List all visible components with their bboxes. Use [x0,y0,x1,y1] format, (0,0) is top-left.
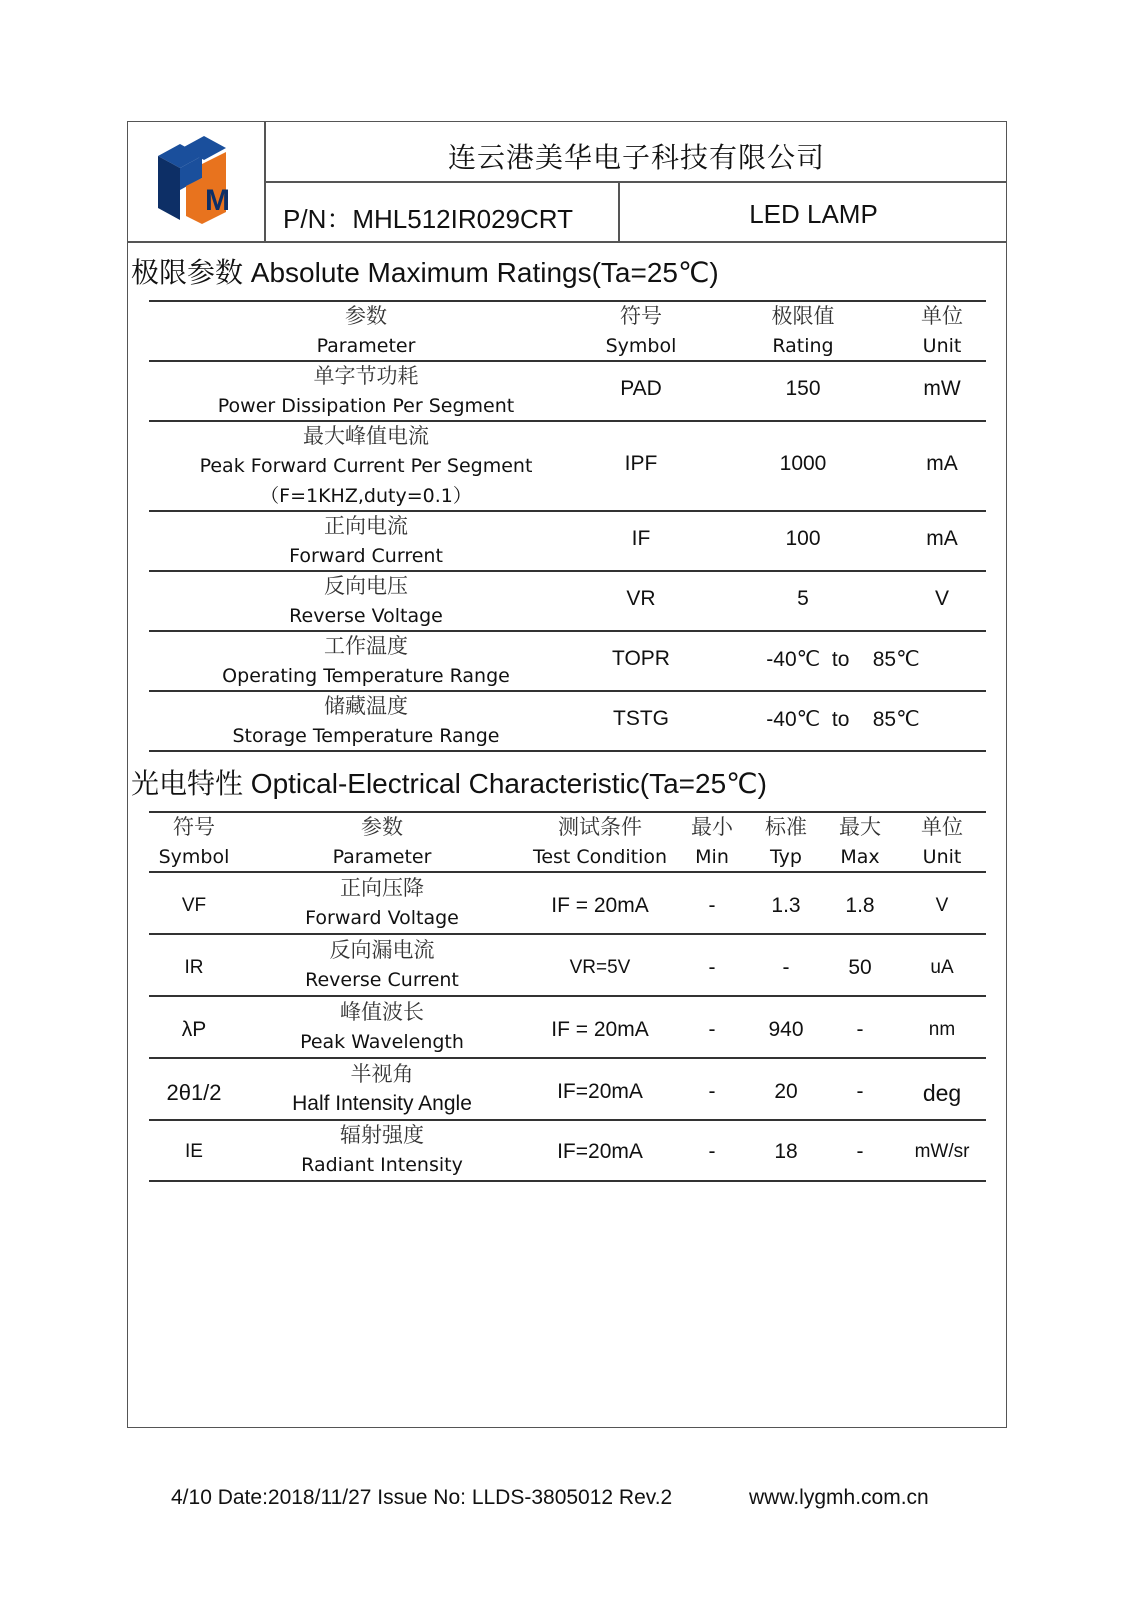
amr-param-cell: 单字节功耗 Power Dissipation Per Segment [217,364,515,417]
amr-symbol-cell: IPF [624,452,658,475]
amr-symbol-cell: TOPR [612,647,670,670]
amr-table-bottom-rule [149,750,986,752]
amr-unit-cell: mA [926,527,958,550]
amr-param-cell: 工作温度 Operating Temperature Range [222,634,510,687]
oec-unit-cell: nm [928,1019,956,1040]
amr-param-cell: 反向电压 Reverse Voltage [289,574,443,627]
oec-min-cell: - [708,1140,716,1163]
amr-symbol-cell: VR [626,587,656,610]
oec-unit-cell: deg [922,1080,962,1106]
oec-symbol-cell: λP [181,1018,207,1041]
company-logo-icon [150,134,234,228]
oec-param-cell: 辐射强度 Radiant Intensity [301,1123,463,1176]
amr-symbol-cell: PAD [620,377,662,400]
oec-symbol-cell: IE [185,1141,203,1162]
oec-typ-cell: 1.3 [771,894,801,917]
amr-header-rating: 极限值 Rating [771,304,835,357]
oec-header-unit: 单位 Unit [921,815,963,868]
amr-header-unit: 单位 Unit [921,304,963,357]
amr-unit-cell: mA [926,452,958,475]
amr-rating-cell: 150 [785,377,821,400]
oec-symbol-cell: 2θ1/2 [166,1080,222,1105]
amr-rating-cell: 5 [797,587,809,610]
oec-min-cell: - [708,1018,716,1041]
oec-typ-cell: 18 [774,1140,798,1163]
oec-max-cell: - [856,1018,864,1041]
oec-section-title [131,762,767,802]
oec-unit-cell: uA [930,957,954,978]
amr-title-zh: 极限参数 [131,256,244,289]
oec-symbol-cell: VF [181,895,207,916]
oec-param-cell: 反向漏电流 Reverse Current [305,938,459,991]
oec-typ-cell: 940 [768,1018,804,1041]
footer-doc-info: 4/10 Date:2018/11/27 Issue No: LLDS-3805012 Rev.2 [171,1486,673,1509]
svg-text:M: M [205,184,230,217]
oec-header-typ: 标准 Typ [765,815,807,868]
oec-header-max: 最大 Max [839,815,881,868]
oec-header-min: 最小 Min [691,815,733,868]
company-name: 连云港美华电子科技有限公司 [447,141,825,174]
oec-typ-cell: - [782,956,790,979]
amr-param-cell: 正向电流 Forward Current [289,514,443,567]
oec-condition-cell: IF = 20mA [551,894,649,917]
product-type: LED LAMP [749,199,878,229]
oec-min-cell: - [708,1080,716,1103]
amr-header-parameter: 参数 Parameter [316,304,416,357]
oec-param-cell: 峰值波长 Peak Wavelength [300,1000,464,1053]
amr-symbol-cell: TSTG [613,707,669,730]
oec-table-bottom-rule [149,1180,986,1182]
amr-param-cell: 最大峰值电流 Peak Forward Current Per Segment （F=1KHZ,duty=0.1） [199,424,533,507]
oec-unit-cell: mW/sr [914,1141,970,1162]
header-divider-middle [264,181,1007,183]
amr-rating-cell: 100 [785,527,821,550]
amr-header-symbol: 符号 Symbol [605,304,677,357]
oec-header-condition: 测试条件 Test Condition [532,815,668,868]
oec-max-cell: - [856,1140,864,1163]
oec-unit-cell: V [935,895,949,916]
oec-max-cell: 1.8 [845,894,875,917]
amr-symbol-cell: IF [631,527,651,550]
oec-symbol-cell: IR [184,957,204,978]
oec-condition-cell: IF = 20mA [551,1018,649,1041]
header-divider-bottom [127,241,1007,243]
amr-title-en: Absolute Maximum Ratings(Ta=25℃) [250,257,719,288]
part-number: P/N：MHL512IR029CRT [283,204,573,234]
amr-section-title [131,251,719,291]
amr-rating-cell: 1000 [779,452,827,475]
amr-unit-cell: V [934,587,949,610]
amr-rating-cell: -40℃ to 85℃ [766,708,920,731]
oec-header-symbol: 符号 Symbol [158,815,230,868]
oec-param-cell: 半视角 Half Intensity Angle [292,1062,472,1115]
oec-param-cell: 正向压降 Forward Voltage [305,876,459,929]
oec-condition-cell: IF=20mA [557,1140,643,1163]
oec-min-cell: - [708,894,716,917]
oec-max-cell: - [856,1080,864,1103]
amr-param-cell: 储藏温度 Storage Temperature Range [232,694,500,747]
oec-max-cell: 50 [848,956,872,979]
oec-min-cell: - [708,956,716,979]
oec-title-en: Optical-Electrical Characteristic(Ta=25℃) [250,768,767,799]
oec-header-parameter: 参数 Parameter [332,815,432,868]
footer-website: www.lygmh.com.cn [749,1486,929,1509]
oec-condition-cell: VR=5V [569,957,631,978]
oec-condition-cell: IF=20mA [557,1080,643,1103]
amr-unit-cell: mW [923,377,961,400]
oec-typ-cell: 20 [774,1080,798,1103]
amr-rating-cell: -40℃ to 85℃ [766,648,920,671]
oec-title-zh: 光电特性 [131,767,244,800]
